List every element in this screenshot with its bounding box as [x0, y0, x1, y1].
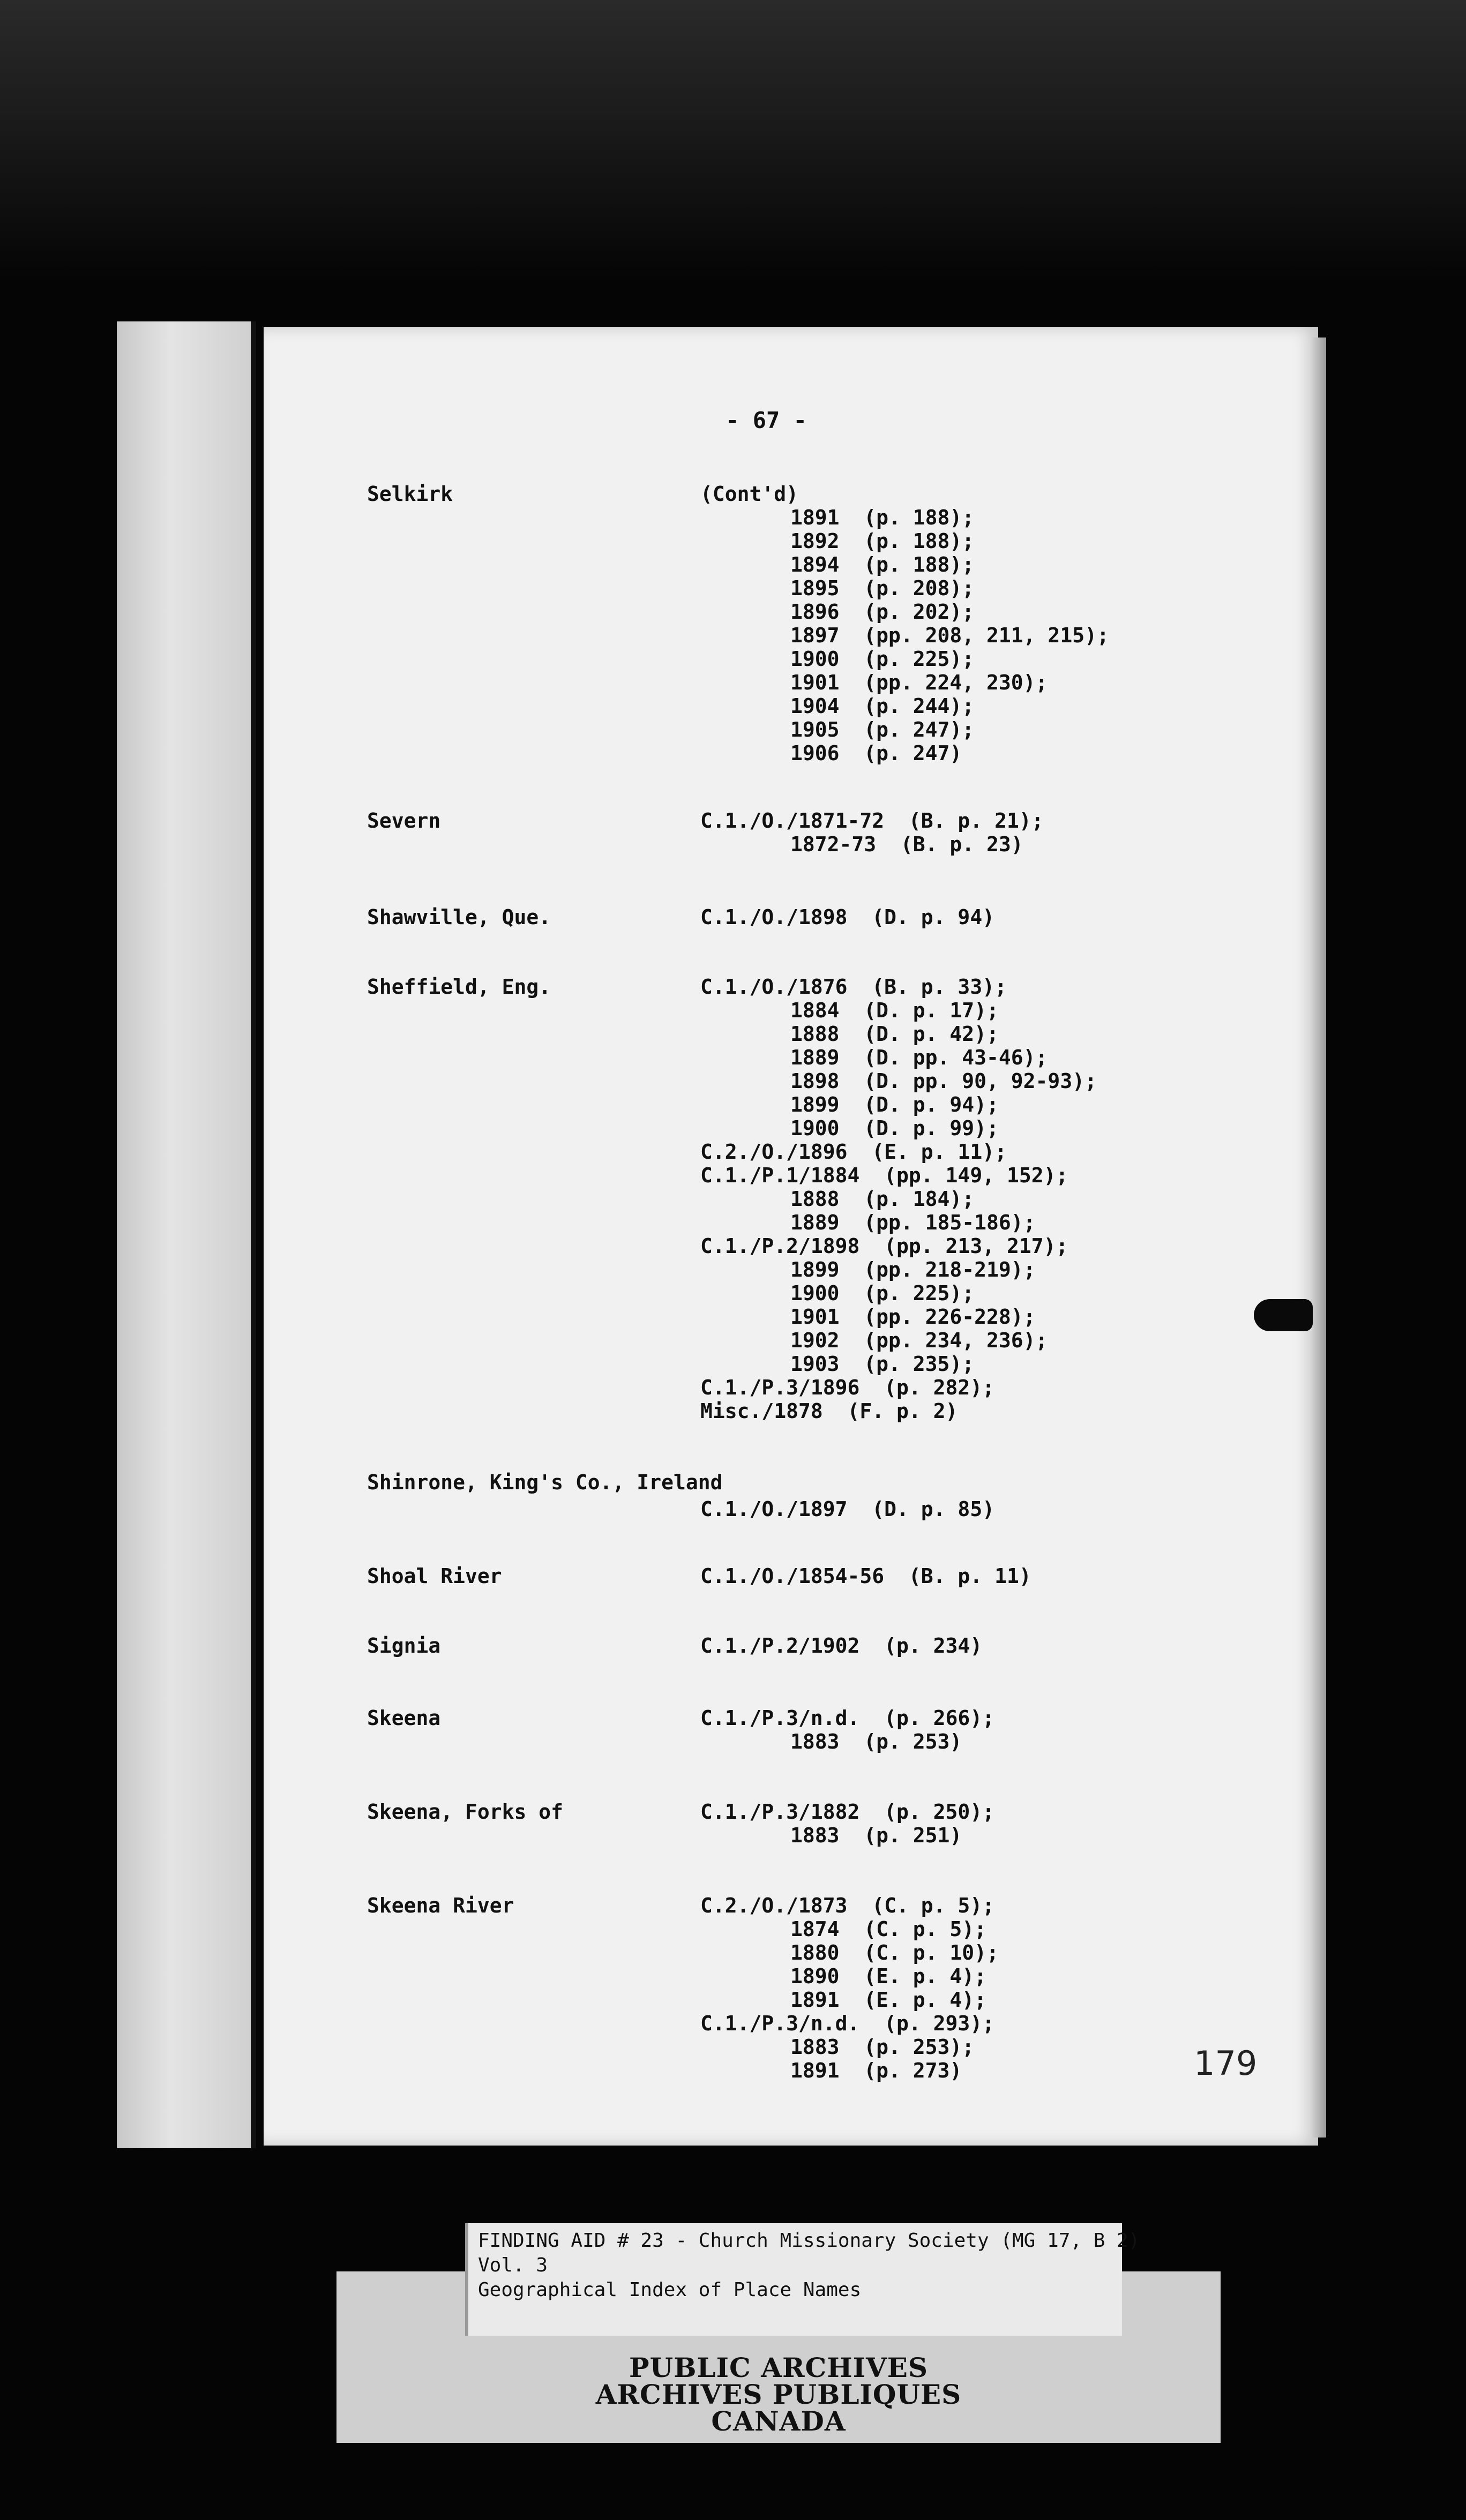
- reference-line: 1891 (p. 273): [790, 2059, 962, 2082]
- reference-line: 1889 (pp. 185-186);: [790, 1211, 1036, 1234]
- place-name: Severn: [367, 809, 441, 832]
- reference-line: C.1./O./1898 (D. p. 94): [700, 905, 995, 929]
- page-edge: [1310, 338, 1326, 2138]
- reference-line: C.1./O./1897 (D. p. 85): [700, 1497, 995, 1521]
- reference-line: 1883 (p. 253);: [790, 2035, 975, 2059]
- place-name: Shoal River: [367, 1564, 502, 1588]
- reference-line: 1903 (p. 235);: [790, 1352, 975, 1376]
- place-name: Signia: [367, 1634, 441, 1658]
- page-number: - 67 -: [725, 407, 807, 433]
- binder-clip: [1254, 1299, 1313, 1331]
- reference-line: 1905 (p. 247);: [790, 718, 975, 741]
- reference-line: C.1./P.2/1898 (pp. 213, 217);: [700, 1234, 1068, 1258]
- reference-line: C.1./P.3/1896 (p. 282);: [700, 1376, 995, 1399]
- finding-aid-caption: [465, 2223, 1140, 2336]
- reference-line: Misc./1878 (F. p. 2): [700, 1399, 958, 1423]
- reference-line: C.1./O./1876 (B. p. 33);: [700, 975, 1007, 999]
- caption-line-2: Vol. 3: [478, 2254, 548, 2276]
- place-name: Shinrone, King's Co., Ireland: [367, 1471, 723, 1494]
- reference-line: 1892 (p. 188);: [790, 529, 975, 553]
- reference-line: 1872-73 (B. p. 23): [790, 832, 1023, 856]
- reference-line: 1895 (p. 208);: [790, 576, 975, 600]
- place-name: Shawville, Que.: [367, 905, 551, 929]
- reference-line: 1884 (D. p. 17);: [790, 999, 999, 1022]
- reference-line: C.2./O./1896 (E. p. 11);: [700, 1140, 1007, 1164]
- reference-line: 1898 (D. pp. 90, 92-93);: [790, 1069, 1097, 1093]
- reference-line: 1906 (p. 247): [790, 741, 962, 765]
- reference-line: C.1./O./1871-72 (B. p. 21);: [700, 809, 1044, 832]
- reference-line: C.1./P.3/n.d. (p. 293);: [700, 2012, 995, 2035]
- reference-line: 1900 (D. p. 99);: [790, 1116, 999, 1140]
- reference-line: C.1./P.3/1882 (p. 250);: [700, 1800, 995, 1824]
- folio-number: 179: [1194, 2044, 1258, 2083]
- reference-line: 1894 (p. 188);: [790, 553, 975, 576]
- reference-line: 1902 (pp. 234, 236);: [790, 1329, 1048, 1352]
- reference-line: C.2./O./1873 (C. p. 5);: [700, 1894, 995, 1917]
- stamp-line-2: ARCHIVES PUBLIQUES: [595, 2379, 962, 2410]
- reference-line: C.1./P.3/n.d. (p. 266);: [700, 1706, 995, 1730]
- facing-page-strip: [117, 321, 256, 2148]
- caption-line-3: Geographical Index of Place Names: [478, 2279, 862, 2301]
- reference-line: 1897 (pp. 208, 211, 215);: [790, 624, 1109, 647]
- reference-line: (Cont'd): [700, 482, 799, 506]
- caption-line-1: FINDING AID # 23 - Church Missionary Society (MG 17, B 2): [478, 2230, 1140, 2252]
- reference-line: C.1./P.1/1884 (pp. 149, 152);: [700, 1164, 1068, 1187]
- reference-line: 1889 (D. pp. 43-46);: [790, 1046, 1048, 1069]
- reference-line: 1880 (C. p. 10);: [790, 1941, 999, 1964]
- reference-line: 1900 (p. 225);: [790, 647, 975, 671]
- reference-line: 1883 (p. 253): [790, 1730, 962, 1753]
- place-name: Skeena River: [367, 1894, 514, 1917]
- reference-line: 1891 (p. 188);: [790, 506, 975, 529]
- reference-line: 1900 (p. 225);: [790, 1281, 975, 1305]
- place-name: Sheffield, Eng.: [367, 975, 551, 999]
- reference-line: 1904 (p. 244);: [790, 694, 975, 718]
- reference-line: C.1./O./1854-56 (B. p. 11): [700, 1564, 1031, 1588]
- reference-line: 1901 (pp. 226-228);: [790, 1305, 1036, 1329]
- reference-line: 1891 (E. p. 4);: [790, 1988, 987, 2012]
- place-name: Skeena: [367, 1706, 441, 1730]
- place-name: Selkirk: [367, 482, 453, 506]
- stamp-line-1: PUBLIC ARCHIVES: [629, 2352, 928, 2383]
- reference-line: 1901 (pp. 224, 230);: [790, 671, 1048, 694]
- reference-line: 1874 (C. p. 5);: [790, 1917, 987, 1941]
- reference-line: C.1./P.2/1902 (p. 234): [700, 1634, 983, 1658]
- reference-line: 1888 (p. 184);: [790, 1187, 975, 1211]
- stamp-line-3: CANADA: [711, 2405, 846, 2437]
- reference-line: 1883 (p. 251): [790, 1824, 962, 1847]
- reference-line: 1899 (D. p. 94);: [790, 1093, 999, 1116]
- reference-line: 1890 (E. p. 4);: [790, 1964, 987, 1988]
- film-top-shade: [0, 0, 1466, 279]
- reference-line: 1888 (D. p. 42);: [790, 1022, 999, 1046]
- reference-line: 1896 (p. 202);: [790, 600, 975, 624]
- reference-line: 1899 (pp. 218-219);: [790, 1258, 1036, 1281]
- place-name: Skeena, Forks of: [367, 1800, 564, 1824]
